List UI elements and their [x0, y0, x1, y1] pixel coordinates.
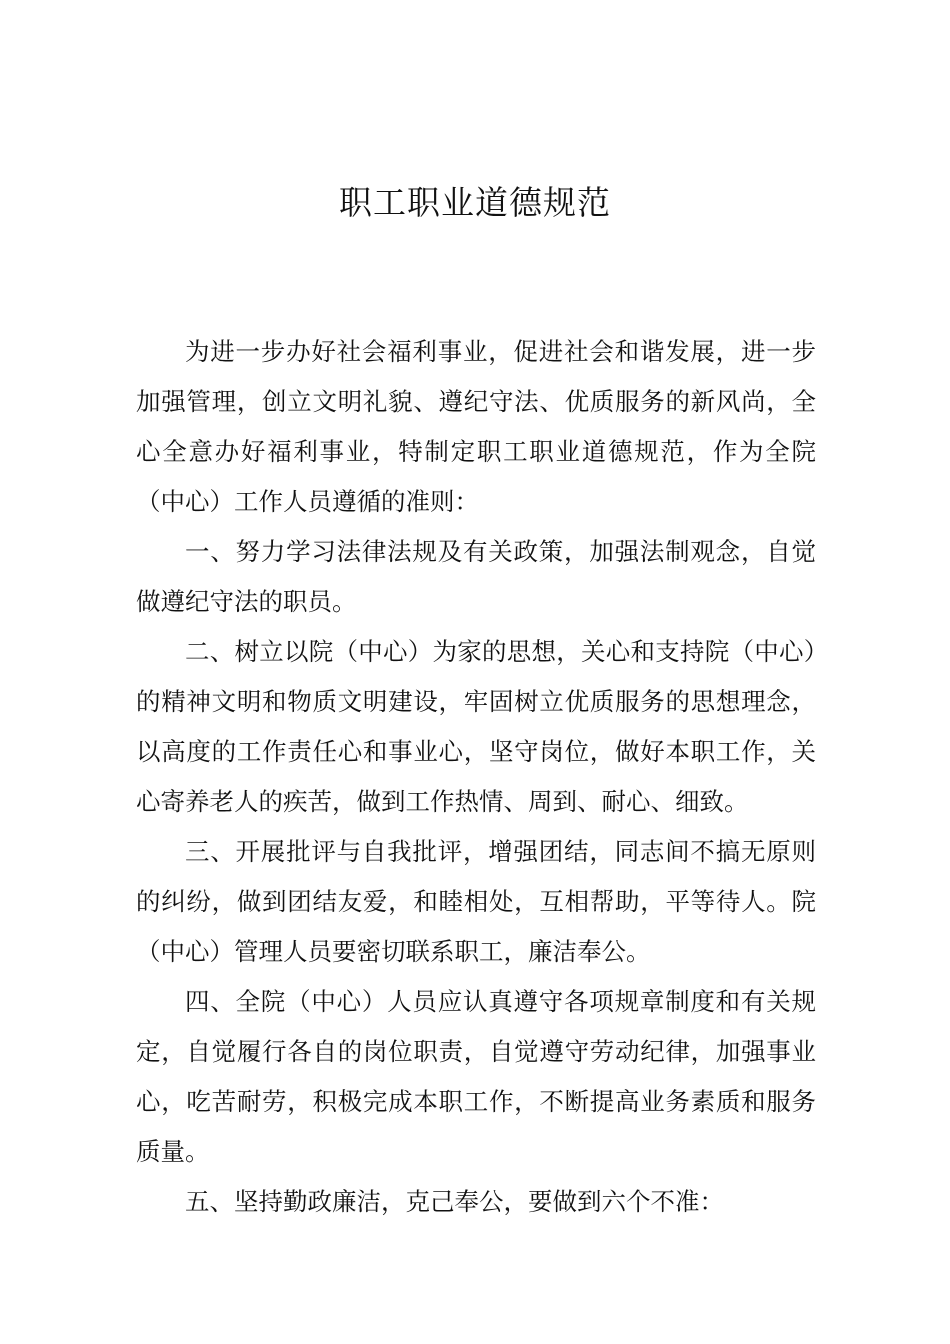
- document-title: 职工职业道德规范: [339, 183, 611, 222]
- paragraph-article-4: 四、全院（中心）人员应认真遵守各项规章制度和有关规定，自觉履行各自的岗位职责，自觉遵守劳动纪律，加强事业心，吃苦耐劳，积极完成本职工作，不断提高业务素质和服务质量。: [136, 987, 816, 1166]
- paragraph-article-3: 三、开展批评与自我批评，增强团结，同志间不搞无原则的纠纷，做到团结友爱，和睦相处，互相帮助，平等待人。院（中心）管理人员要密切联系职工，廉洁奉公。: [136, 837, 816, 966]
- paragraph-article-5: 五、坚持勤政廉洁，克己奉公，要做到六个不准：: [185, 1187, 724, 1216]
- document-body: [136, 327, 816, 1227]
- paragraph-preamble: 为进一步办好社会福利事业，促进社会和谐发展，进一步加强管理，创立文明礼貌、遵纪守法、优质服务的新风尚，全心全意办好福利事业，特制定职工职业道德规范，作为全院（中心）工作人员遵循的准则：: [136, 337, 816, 516]
- paragraph-article-1: 一、努力学习法律法规及有关政策，加强法制观念，自觉做遵纪守法的职员。: [136, 537, 816, 616]
- paragraph-article-2: 二、树立以院（中心）为家的思想，关心和支持院（中心）的精神文明和物质文明建设，牢固树立优质服务的思想理念，以高度的工作责任心和事业心，坚守岗位，做好本职工作，关心寄养老人的疾苦，做到工作热情、周到、耐心、细致。: [136, 637, 816, 816]
